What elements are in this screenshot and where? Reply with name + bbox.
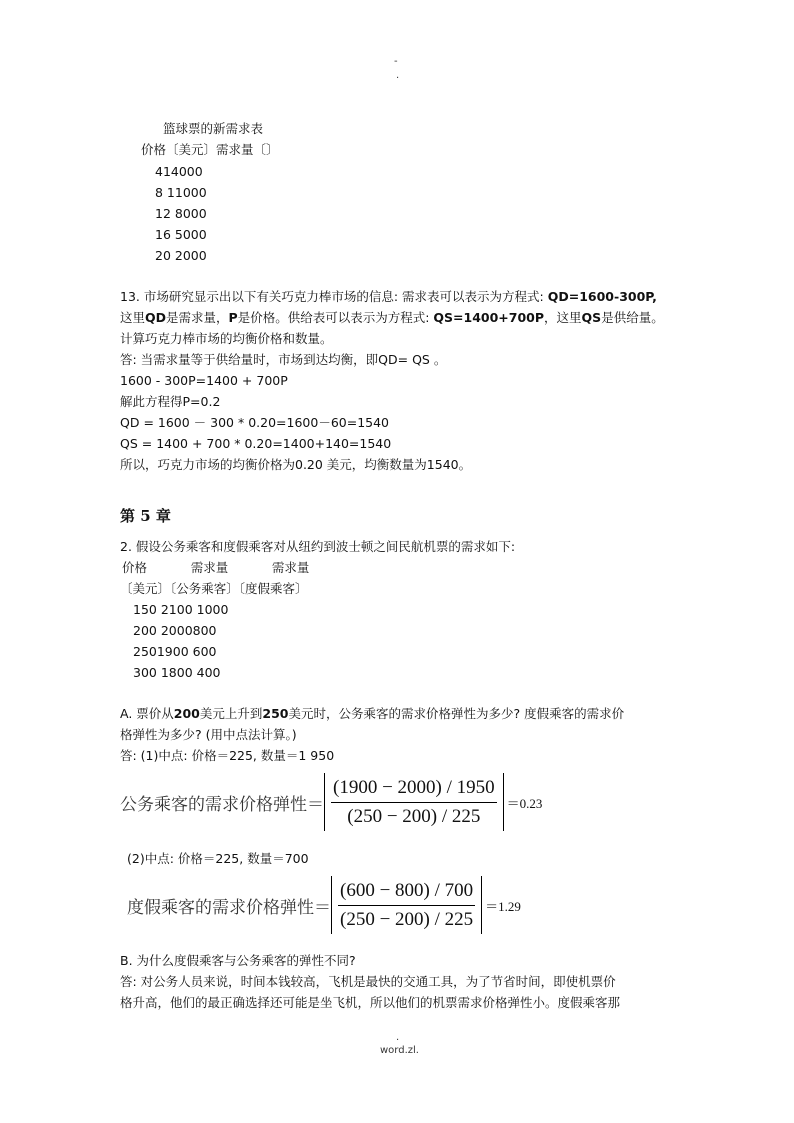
header-mark: - bbox=[394, 56, 398, 67]
footer-dot: . bbox=[396, 1032, 400, 1043]
q13-line1-text: 13. 市场研究显示出以下有关巧克力棒市场的信息: 需求表可以表示为方程式: bbox=[120, 289, 548, 304]
q13-answer-line: 答: 当需求量等于供给量时，市场到达均衡，即QD= QS 。 bbox=[120, 352, 447, 367]
table1-row: 8 11000 bbox=[155, 185, 207, 200]
chapter-heading: 第 5 章 bbox=[120, 507, 171, 525]
q13-line2-text: 是价格。供给表可以表示为方程式: bbox=[237, 310, 434, 325]
q13-qs: QS bbox=[581, 310, 602, 325]
table1-row: 20 2000 bbox=[155, 248, 207, 263]
partA-question-line2: 格弹性为多少? (用中点法计算。) bbox=[120, 727, 297, 742]
formula-label: 公务乘客的需求价格弹性＝ bbox=[120, 794, 324, 814]
table1-header: 价格〔美元〕需求量〔〕 bbox=[141, 142, 279, 157]
q13-demand-equation: QD=1600-300P, bbox=[547, 289, 657, 304]
partB-answer-line: 答: 对公务人员来说，时间本钱较高，飞机是最快的交通工具，为了节省时间，即使机票价 bbox=[120, 974, 616, 989]
table1-row: 16 5000 bbox=[155, 227, 207, 242]
partA-answer-2: (2)中点: 价格＝225, 数量＝700 bbox=[127, 851, 309, 866]
q2-table-row: 150 2100 1000 bbox=[133, 602, 229, 617]
q13-supply-equation: QS=1400+700P bbox=[433, 310, 545, 325]
q13-line2 bbox=[120, 307, 664, 328]
footer-text: word.zl. bbox=[380, 1045, 419, 1056]
fraction-numerator: (600 − 800) / 700 bbox=[338, 880, 475, 906]
q13-line2-text: ，这里 bbox=[544, 310, 582, 325]
q13-answer-line: 1600 - 300P=1400 + 700P bbox=[120, 373, 288, 388]
q2-intro: 2. 假设公务乘客和度假乘客对从纽约到波士顿之间民航机票的需求如下: bbox=[120, 539, 516, 554]
q13-p: P bbox=[228, 310, 238, 325]
fraction bbox=[338, 880, 475, 931]
q2-table-head1: 价格 需求量 需求量 bbox=[122, 560, 310, 575]
partA-text: A. 票价从 bbox=[120, 706, 174, 721]
absolute-value-bars bbox=[324, 773, 504, 831]
q2-table-row: 2501900 600 bbox=[133, 644, 217, 659]
q13-line2-text: 是供给量。 bbox=[601, 310, 664, 325]
formula-label: 度假乘客的需求价格弹性＝ bbox=[127, 897, 331, 917]
q13-qd: QD bbox=[145, 310, 167, 325]
partA-price-from: 200 bbox=[173, 706, 200, 721]
table1-title: 篮球票的新需求表 bbox=[163, 121, 264, 136]
absolute-value-bars bbox=[331, 876, 482, 934]
q13-line1 bbox=[120, 286, 657, 307]
q13-line2-text: 这里 bbox=[120, 310, 146, 325]
formula-result: ＝0.23 bbox=[506, 795, 543, 811]
partA-answer-1: 答: (1)中点: 价格＝225, 数量＝1 950 bbox=[120, 748, 335, 763]
q13-answer-line: QD = 1600 － 300 * 0.20=1600－60=1540 bbox=[120, 415, 390, 430]
formula-vacation-elasticity bbox=[127, 876, 521, 934]
partA-question-line1 bbox=[120, 703, 624, 724]
q2-table-head2: 〔美元〕〔公务乘客〕〔度假乘客〕 bbox=[120, 581, 308, 596]
partA-price-to: 250 bbox=[262, 706, 289, 721]
table1-row: 414000 bbox=[155, 164, 203, 179]
partA-text: 美元上升到 bbox=[199, 706, 263, 721]
fraction-denominator: (250 − 200) / 225 bbox=[340, 908, 474, 930]
partB-question: B. 为什么度假乘客与公务乘客的弹性不同? bbox=[120, 953, 356, 968]
header-dot: . bbox=[396, 70, 400, 81]
fraction bbox=[331, 777, 497, 828]
q13-answer-line: 所以，巧克力市场的均衡价格为0.20 美元，均衡数量为1540。 bbox=[120, 457, 472, 472]
q13-answer-line: 解此方程得P=0.2 bbox=[120, 394, 221, 409]
formula-business-elasticity bbox=[120, 773, 542, 831]
partB-answer-line: 格升高，他们的最正确选择还可能是坐飞机，所以他们的机票需求价格弹性小。度假乘客那 bbox=[120, 995, 621, 1010]
q2-table-row: 200 2000800 bbox=[133, 623, 217, 638]
partA-text: 美元时，公务乘客的需求价格弹性为多少? 度假乘客的需求价 bbox=[288, 706, 625, 721]
table1-row: 12 8000 bbox=[155, 206, 207, 221]
q2-table-row: 300 1800 400 bbox=[133, 665, 221, 680]
fraction-denominator: (250 − 200) / 225 bbox=[347, 805, 481, 827]
q13-line2-text: 是需求量， bbox=[166, 310, 229, 325]
formula-result: ＝1.29 bbox=[485, 898, 521, 914]
q13-answer-line: QS = 1400 + 700 * 0.20=1400+140=1540 bbox=[120, 436, 392, 451]
fraction-numerator: (1900 − 2000) / 1950 bbox=[331, 777, 497, 803]
q13-line3: 计算巧克力棒市场的均衡价格和数量。 bbox=[120, 331, 333, 346]
